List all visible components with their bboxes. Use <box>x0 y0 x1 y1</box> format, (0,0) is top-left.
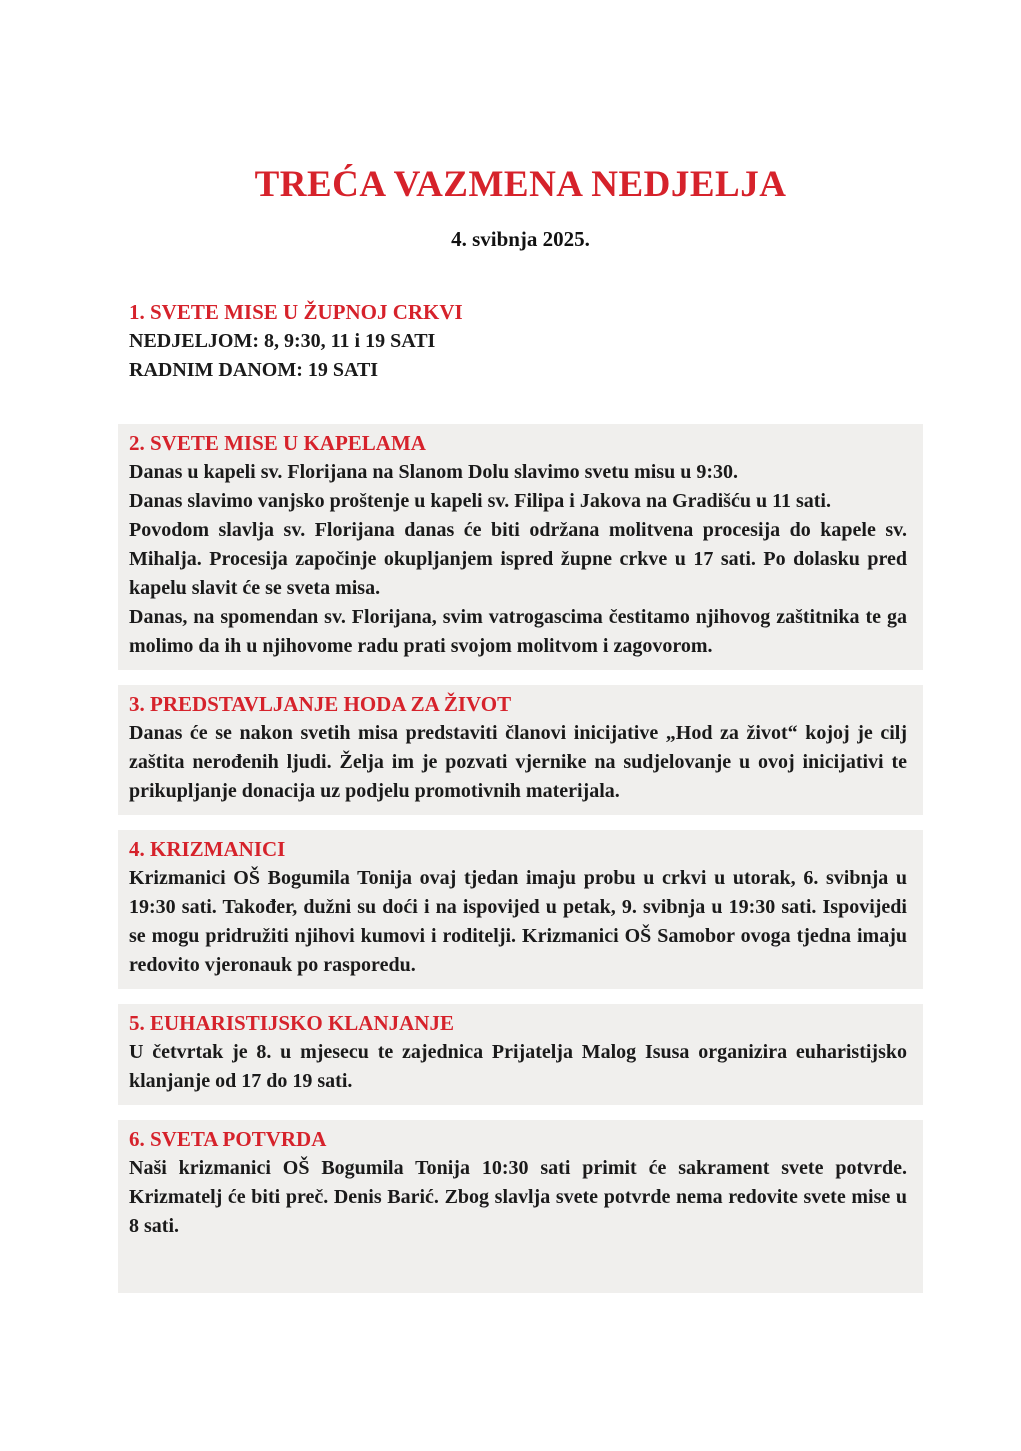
section-2-heading: 2. SVETE MISE U KAPELAMA <box>129 430 426 455</box>
section-5 <box>118 1004 923 1105</box>
section-1-schedule-line: NEDJELJOM: 8, 9:30, 11 i 19 SATI <box>129 329 436 352</box>
section-5-paragraph: U četvrtak je 8. u mjesecu te zajednica Prijatelja Malog Isusa organizira euharistijsko klanjanje od 17 do 19 sati. <box>129 1040 907 1092</box>
section-2-paragraph: Danas u kapeli sv. Florijana na Slanom Dolu slavimo svetu misu u 9:30. <box>129 460 738 483</box>
parish-bulletin-page <box>118 0 923 1293</box>
section-2 <box>118 424 923 670</box>
page-title: TREĆA VAZMENA NEDJELJA <box>254 164 787 205</box>
section-1-schedule-line: RADNIM DANOM: 19 SATI <box>129 358 379 381</box>
section-6-heading: 6. SVETA POTVRDA <box>129 1126 327 1151</box>
section-6-paragraph: Naši krizmanici OŠ Bogumila Tonija 10:30 sati primit će sakrament svete potvrde. Krizmatelj će biti preč. Denis Barić. Zbog slavlja svete potvrde nema redovite svete mise u 8 sati. <box>129 1156 907 1237</box>
section-1-heading: 1. SVETE MISE U ŽUPNOJ CRKVI <box>129 299 463 324</box>
section-2-paragraph: Danas slavimo vanjsko proštenje u kapeli sv. Filipa i Jakova na Gradišću u 11 sati. <box>129 489 831 512</box>
section-1 <box>118 293 923 394</box>
section-4-heading: 4. KRIZMANICI <box>129 836 286 861</box>
section-4-paragraph: Krizmanici OŠ Bogumila Tonija ovaj tjedan imaju probu u crkvi u utorak, 6. svibnja u 19:30 sati. Također, dužni su doći i na ispovijed u petak, 9. svibnja u 19:30 sati. Ispovijedi se mogu pridružiti njihovi kumovi i roditelji. Krizmanici OŠ Samobor ovoga tjedna imaju redovito vjeronauk po rasporedu. <box>129 866 907 976</box>
section-2-paragraph: Danas, na spomendan sv. Florijana, svim vatrogascima čestitamo njihovog zaštitnika te ga molimo da ih u njihovome radu prati svojom molitvom i zagovorom. <box>129 605 907 657</box>
section-4 <box>118 830 923 989</box>
section-3 <box>118 685 923 815</box>
section-5-heading: 5. EUHARISTIJSKO KLANJANJE <box>129 1010 454 1035</box>
section-2-paragraph: Povodom slavlja sv. Florijana danas će biti održana molitvena procesija do kapele sv. Mihalja. Procesija započinje okupljanjem ispred župne crkve u 17 sati. Po dolasku pred kapelu slavit će se sveta misa. <box>129 518 907 599</box>
bulletin-date: 4. svibnja 2025. <box>451 226 590 251</box>
section-6 <box>118 1120 923 1293</box>
section-3-heading: 3. PREDSTAVLJANJE HODA ZA ŽIVOT <box>129 691 512 716</box>
sections-container <box>118 293 923 1293</box>
section-3-paragraph: Danas će se nakon svetih misa predstaviti članovi inicijative „Hod za život“ kojoj je cilj zaštita nerođenih ljudi. Želja im je pozvati vjernike na sudjelovanje u ovoj inicijativi te prikupljanje donacija uz podjelu promotivnih materijala. <box>129 721 907 802</box>
